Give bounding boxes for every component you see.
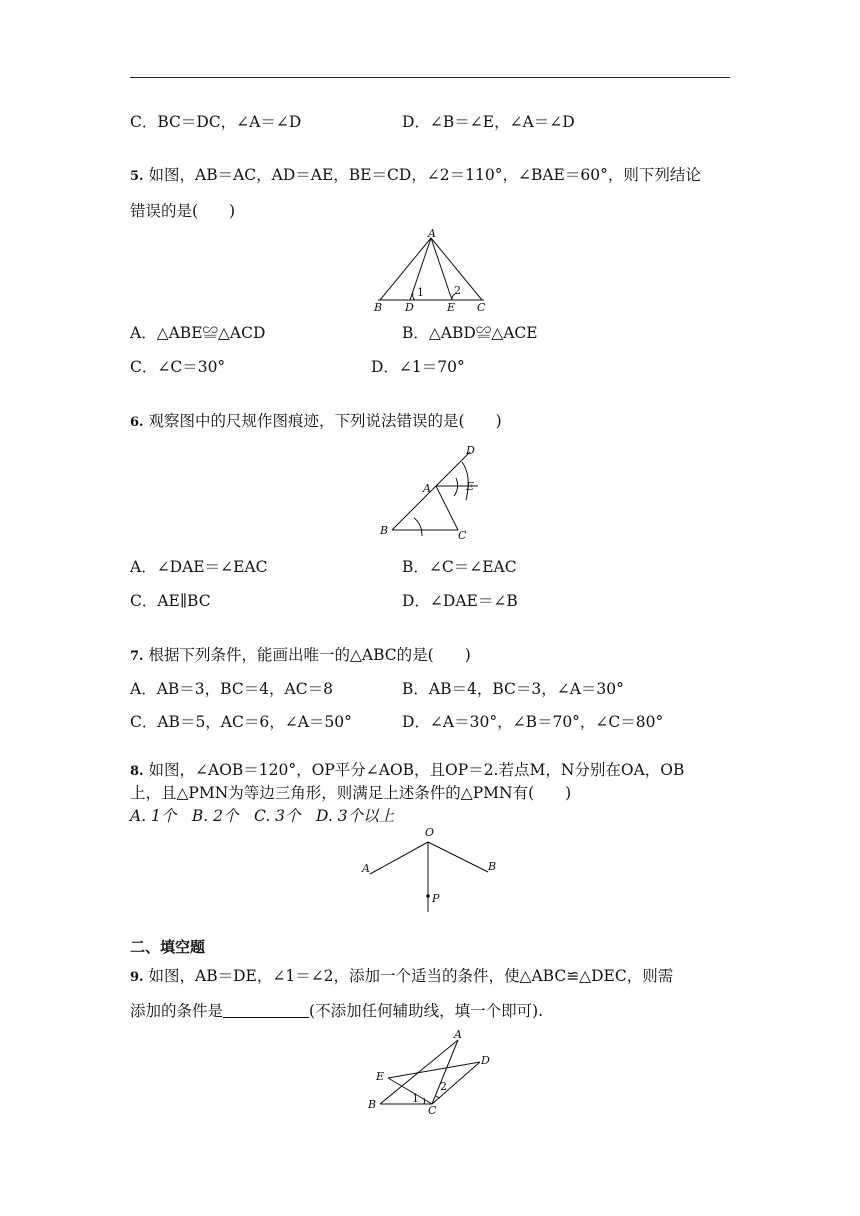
q5-label-b: B [374,301,383,314]
q9-label-b: B [368,1098,377,1111]
q6-label-d: D [466,444,475,457]
q5-label-d: D [405,301,414,314]
q8-label-a: A [362,862,370,875]
q9-label-1: 1 [412,1092,419,1105]
q5-label-a: A [428,227,436,240]
q6-stem-text: 观察图中的尺规作图痕迹，下列说法错误的是( ) [148,412,502,430]
q9-stem-text: 如图，AB＝DE，∠1＝∠2，添加一个适当的条件，使△ABC≌△DEC，则需 [148,967,674,985]
q9-number: 9. [130,970,144,985]
header-rule [130,77,730,78]
q5-figure [370,228,490,318]
q5-stem-line2: 错误的是( ) [130,202,236,220]
q6-label-a: A [423,482,431,495]
q5-stem-line1 [130,165,701,187]
q5-stem-text: 如图，AB＝AC，AD＝AE，BE＝CD，∠2＝110°，∠BAE＝60°，则下列结论 [148,166,701,184]
q5-option-a: A．△ABE≌△ACD [130,324,266,342]
q5-label-1: 1 [417,286,424,299]
q7-option-c: C．AB＝5，AC＝6，∠A＝50° [130,713,352,731]
q6-option-c: C．AE∥BC [130,592,211,610]
q8-number: 8. [130,764,144,779]
q9-label-d: D [481,1054,490,1067]
q4-option-d: D．∠B＝∠E，∠A＝∠D [402,113,575,131]
q5-option-b: B．△ABD≌△ACE [402,324,538,342]
q9-stem-line2 [130,1001,543,1021]
q7-option-b: B．AB＝4，BC＝3，∠A＝30° [402,680,624,698]
q7-number: 7. [130,649,144,664]
q5-option-d: D．∠1＝70° [371,358,465,376]
q6-label-c: C [458,529,467,542]
q6-stem [130,411,502,433]
q8-label-o: O [425,826,435,839]
q6-figure [378,444,488,544]
q4-option-c: C．BC＝DC，∠A＝∠D [130,113,302,131]
section-title: 二、填空题 [130,938,206,956]
q8-options: A. 1个 B. 2个 C. 3个 D. 3个以上 [130,807,395,825]
q9-line2-suffix: (不添加任何辅助线，填一个即可). [309,1002,544,1020]
q5-option-c: C．∠C＝30° [130,358,226,376]
q6-label-e: E [466,480,475,493]
q6-option-d: D．∠DAE＝∠B [402,592,518,610]
q8-figure [360,826,510,916]
q6-number: 6. [130,415,144,430]
q9-label-2: 2 [440,1080,447,1093]
q7-stem [130,645,471,667]
q6-label-b: B [380,524,389,537]
q8-stem-line2: 上，且△PMN为等边三角形，则满足上述条件的△PMN有( ) [130,784,572,802]
q9-line2-prefix: 添加的条件是 [130,1002,224,1020]
q5-label-e: E [447,301,456,314]
q8-stem-text: 如图，∠AOB＝120°，OP平分∠AOB，且OP＝2.若点M，N分别在OA，OB [148,761,685,779]
q8-label-p: P [432,892,440,905]
q5-label-2: 2 [454,284,461,297]
q9-answer-blank[interactable] [223,1003,309,1018]
q5-number: 5. [130,169,144,184]
q7-option-d: D．∠A＝30°，∠B＝70°，∠C＝80° [402,713,664,731]
q7-stem-text: 根据下列条件，能画出唯一的△ABC的是( ) [148,646,471,664]
q6-option-b: B．∠C＝∠EAC [402,558,517,576]
q8-stem-line1 [130,760,684,782]
q8-label-b: B [488,860,497,873]
q5-label-c: C [477,301,486,314]
q9-label-e: E [376,1070,385,1083]
q7-option-a: A．AB＝3，BC＝4，AC＝8 [130,680,333,698]
q9-stem-line1 [130,966,673,988]
q9-label-c: C [428,1104,437,1117]
q9-label-a: A [454,1028,462,1041]
q6-option-a: A．∠DAE＝∠EAC [130,558,268,576]
q9-figure [362,1026,502,1116]
